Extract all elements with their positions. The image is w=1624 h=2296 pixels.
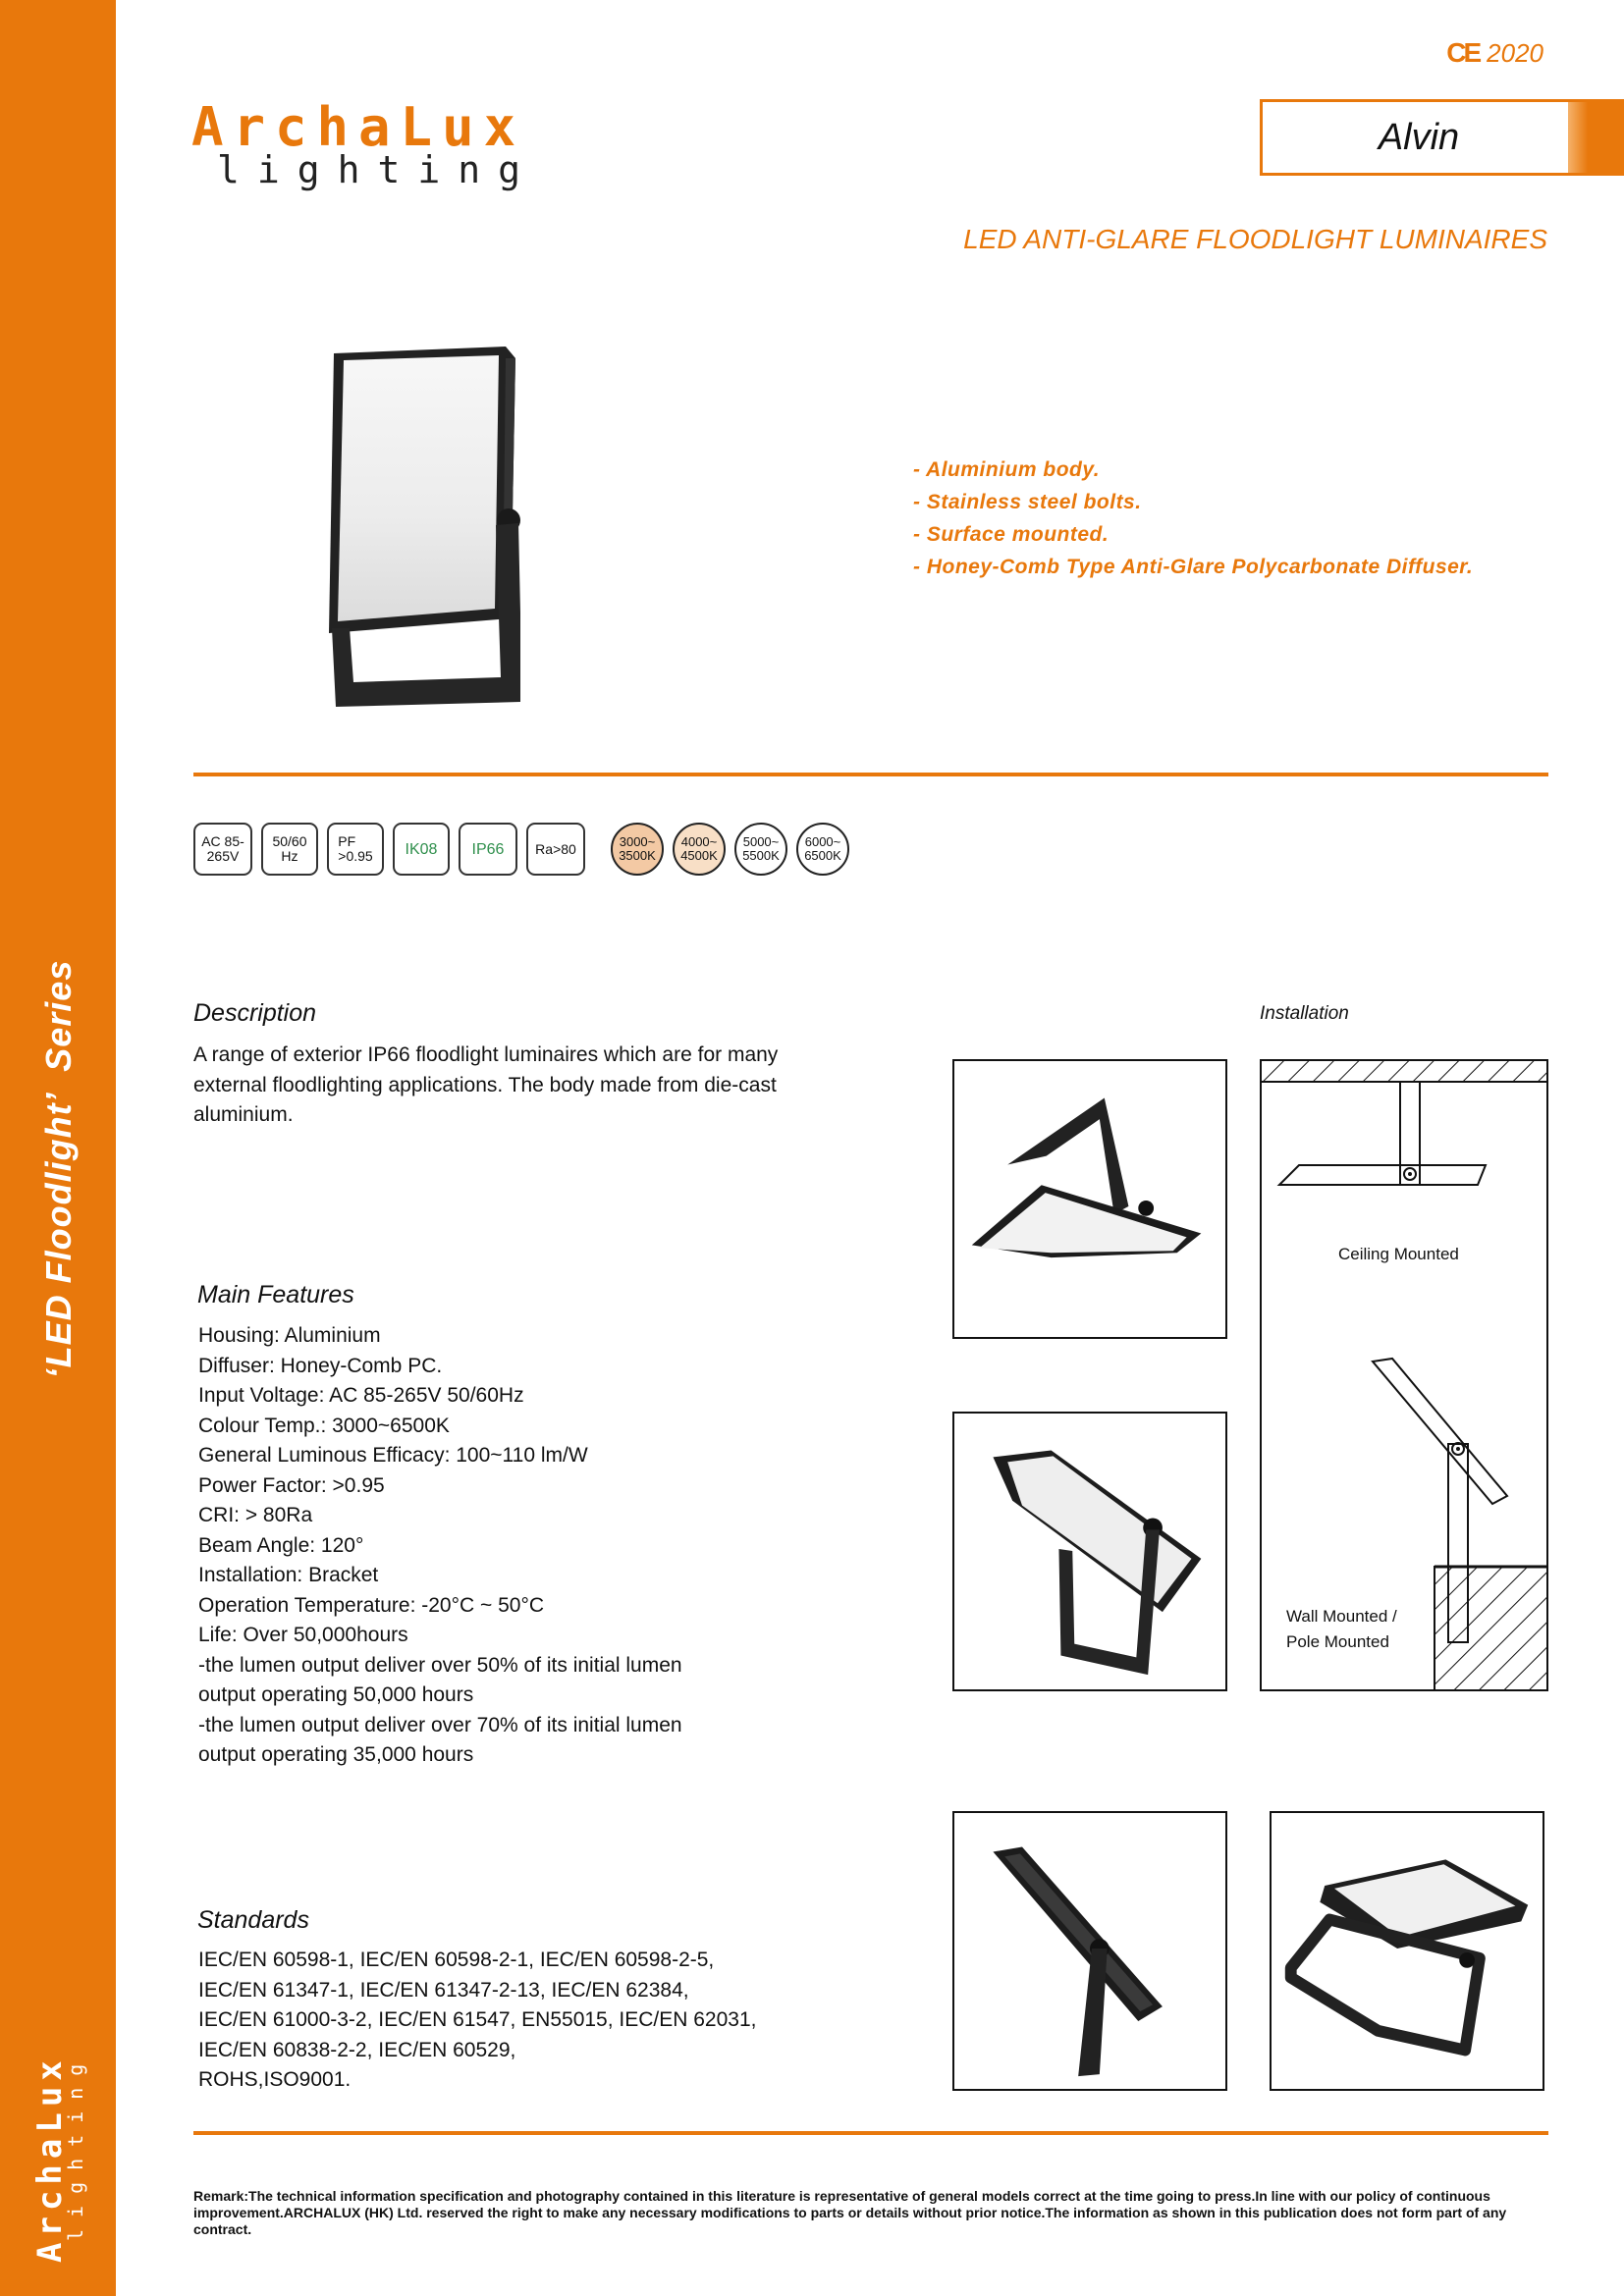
bullet-item: - Honey-Comb Type Anti-Glare Polycarbonate Diffuser. (913, 556, 1474, 578)
spec-line: AC 85- (201, 833, 244, 849)
description-text (193, 1041, 778, 1131)
standards-line: IEC/EN 60598-1, IEC/EN 60598-2-1, IEC/EN 60598-2-5, (198, 1949, 715, 1971)
feature-bullets (913, 454, 1473, 583)
temp-line: 3000~ (619, 834, 656, 849)
color-temp-badge (673, 823, 726, 876)
bullet-item: - Stainless steel bolts. (913, 491, 1142, 513)
color-temp-badge (611, 823, 664, 876)
standards-line: IEC/EN 60838-2-2, IEC/EN 60529, (198, 2038, 516, 2061)
feature-line: Colour Temp.: 3000~6500K (198, 1414, 450, 1437)
temp-line: 4500K (680, 848, 718, 863)
feature-line: Installation: Bracket (198, 1564, 379, 1586)
feature-line: -the lumen output deliver over 50% of its initial lumen (198, 1653, 682, 1677)
temp-line: 5000~ (742, 834, 780, 849)
spec-line: >0.95 (338, 848, 373, 864)
spec-cri-badge: Ra>80 (526, 823, 585, 876)
divider-bottom (193, 2131, 1548, 2135)
color-temp-badge (734, 823, 787, 876)
spec-voltage-badge (193, 823, 252, 876)
series-label: ‘LED Floodlight’ Series (38, 959, 79, 1379)
spec-line: PF (338, 833, 356, 849)
svg-text:lighting: lighting (217, 148, 539, 191)
ce-mark-icon: CE (1446, 37, 1480, 68)
spec-frequency-badge (261, 823, 318, 876)
feature-line: Power Factor: >0.95 (198, 1473, 385, 1497)
model-accent-bar (1568, 102, 1624, 173)
feature-line: General Luminous Efficacy: 100~110 lm/W (198, 1444, 588, 1467)
wall-label-line: Wall Mounted / (1286, 1607, 1397, 1626)
product-photo (314, 339, 520, 712)
standards-heading: Standards (197, 1906, 309, 1934)
temp-line: 5500K (742, 848, 780, 863)
model-name-box (1260, 99, 1624, 176)
remark-disclaimer: Remark:The technical information specification and photography contained in this literature is representative of general models correct at the time going to press.In line with our policy of continuous improvement.ARCHALUX (HK) Ltd. reserved the right to make any necessary modifications to parts or details without prior notice.The information as shown in this publication does not form part of any contract. (193, 2188, 1507, 2237)
svg-text:ArchaLux: ArchaLux (191, 98, 526, 158)
standards-line: ROHS,ISO9001. (198, 2068, 352, 2091)
feature-line: Diffuser: Honey-Comb PC. (198, 1354, 443, 1377)
feature-line: CRI: > 80Ra (198, 1504, 313, 1526)
spec-line: Hz (281, 848, 298, 864)
text-line: A range of exterior IP66 floodlight luminaires which are for many (193, 1043, 779, 1066)
features-list (198, 1321, 682, 1771)
feature-line: Life: Over 50,000hours (198, 1624, 408, 1646)
ceiling-mounted-label: Ceiling Mounted (1338, 1245, 1459, 1263)
brand-logo (191, 98, 565, 196)
text-line: aluminium. (193, 1103, 294, 1126)
feature-line: Input Voltage: AC 85-265V 50/60Hz (198, 1384, 524, 1407)
installation-diagram (1260, 1059, 1548, 1691)
wall-mounted-label (1286, 1604, 1397, 1655)
feature-line: output operating 35,000 hours (198, 1743, 474, 1766)
spec-line: 50/60 (272, 833, 307, 849)
features-heading: Main Features (197, 1281, 354, 1308)
feature-line: Housing: Aluminium (198, 1324, 381, 1347)
svg-text:ArchaLux: ArchaLux (30, 2055, 70, 2263)
feature-line: Operation Temperature: -20°C ~ 50°C (198, 1593, 545, 1617)
feature-line: -the lumen output deliver over 70% of its initial lumen (198, 1713, 682, 1736)
feature-line: output operating 50,000 hours (198, 1683, 474, 1706)
spec-ik-badge: IK08 (393, 823, 450, 876)
side-view-photo (952, 1811, 1227, 2091)
temp-line: 4000~ (680, 834, 718, 849)
divider-top (193, 773, 1548, 776)
description-heading: Description (193, 999, 317, 1027)
feature-line: Beam Angle: 120° (198, 1533, 364, 1557)
temp-line: 6500K (804, 848, 841, 863)
temp-line: 3500K (619, 848, 656, 863)
ceiling-mount-photo (952, 1059, 1227, 1339)
wall-label-line: Pole Mounted (1286, 1632, 1389, 1651)
spec-line: 265V (206, 848, 240, 864)
spec-icon-row (193, 823, 849, 876)
wall-mount-photo (952, 1412, 1227, 1691)
temp-line: 6000~ (804, 834, 841, 849)
sidebar-logo (29, 2027, 88, 2263)
product-subtitle: LED ANTI-GLARE FLOODLIGHT LUMINAIRES (963, 224, 1547, 254)
rear-view-photo (1270, 1811, 1544, 2091)
standards-line: IEC/EN 61000-3-2, IEC/EN 61547, EN55015, IEC/EN 62031, (198, 2008, 757, 2031)
standards-line: IEC/EN 61347-1, IEC/EN 61347-2-13, IEC/EN 62384, (198, 1978, 689, 2002)
ce-certification (1446, 37, 1543, 69)
text-line: external floodlighting applications. The body made from die-cast (193, 1073, 777, 1096)
bullet-item: - Surface mounted. (913, 523, 1110, 546)
standards-list (198, 1946, 757, 2096)
bullet-item: - Aluminium body. (913, 458, 1101, 481)
cert-year: 2020 (1487, 37, 1543, 68)
svg-text:lighting: lighting (64, 2052, 87, 2241)
model-name: Alvin (1378, 117, 1460, 158)
installation-heading: Installation (1260, 1003, 1349, 1024)
spec-ip-badge: IP66 (459, 823, 517, 876)
color-temp-badge (796, 823, 849, 876)
spec-pf-badge (327, 823, 384, 876)
